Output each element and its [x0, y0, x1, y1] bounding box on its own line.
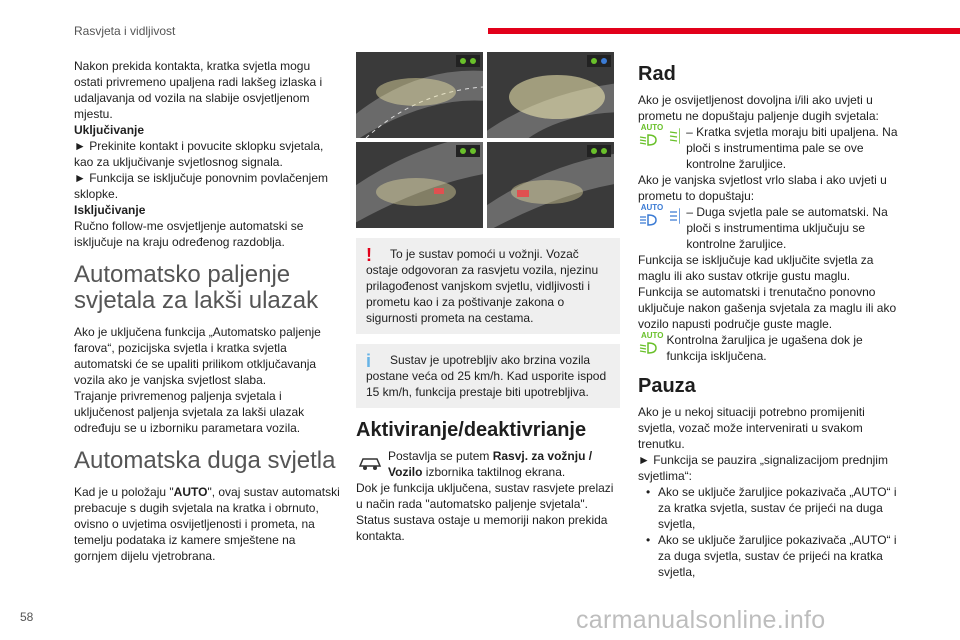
manual-follow-me: Ručno follow-me osvjetljenje automatski se isključuje na kraju određenog razdoblja.	[74, 219, 304, 249]
auto-high-beam-paragraph	[74, 484, 340, 564]
rad-paragraph-5: Kontrolna žaruljica je ugašena dok je funkcija isključena.	[666, 333, 863, 363]
illustration-grid	[356, 52, 620, 228]
on-instruction: ► Prekinite kontakt i povucite sklopku svjetala, kao za uključivanje svjetlosnog signala.	[74, 139, 324, 169]
subheading-on: Uključivanje	[74, 123, 145, 137]
warning-icon: !	[366, 245, 372, 265]
road-scene-2	[487, 52, 614, 138]
high-text-b: ", ovaj sustav automatski prebacuje s dugih svjetala na kratka i obrnuto, ovisno o uvjetima osvijetljenosti i prometa, na temelju podataka iz kamere smještene na gornjem dijelu vjetrobrana.	[74, 485, 340, 563]
rad-paragraph-3: Funkcija se isključuje kad uključite svjetla za maglu ili ako sustav otkrije gustu maglu.	[638, 253, 874, 283]
pause-bullet-2: • Ako se uključe žaruljice pokazivača „AUTO“ i za duga svjetla, sustav će prijeći na kratka svjetla,	[638, 532, 904, 580]
high-beam-icon	[638, 212, 666, 228]
info-box	[356, 344, 620, 408]
high-text-a: Kad je u položaju "	[74, 485, 174, 499]
rad-bullet-1: – Kratka svjetla moraju biti upaljena. Na ploči s instrumentima pale se ove kontrolne žaruljice.	[686, 125, 898, 171]
heading-auto-high-beam: Automatska duga svjetla	[74, 447, 336, 474]
road-scene-1	[356, 52, 483, 138]
column-1	[74, 58, 340, 564]
low-beam-icon-2	[666, 124, 680, 148]
high-beam-icon-2	[666, 204, 680, 228]
activate-paragraph-3: Status sustava ostaje u memoriji nakon prekida kontakta.	[356, 513, 608, 543]
rad-paragraph-1: Ako je osvijetljenost dovoljna i/ili ako uvjeti u prometu ne dopuštaju paljenje dugih svjetala:	[638, 93, 879, 123]
info-text: Sustav je upotrebljiv ako brzina vozila postane veća od 25 km/h. Kad usporite ispod 15 km/h, funkcija prestaje biti upotrebljiva.	[366, 353, 607, 399]
rad-row-2	[638, 204, 904, 252]
heading-rad: Rad	[638, 63, 676, 85]
subheading-off: Isključivanje	[74, 203, 146, 217]
auto-off-icon	[638, 332, 667, 360]
watermark: carmanualsonline.info	[576, 606, 826, 634]
activate-text-a: Postavlja se putem	[388, 449, 493, 463]
activate-text-b: izbornika taktilnog ekrana.	[422, 465, 566, 479]
illustration-road-1	[356, 52, 483, 138]
page-number: 58	[20, 610, 34, 624]
info-icon: i	[366, 351, 372, 371]
low-beam-icon	[638, 132, 666, 148]
warning-text: To je sustav pomoći u vožnji. Vozač ostaje odgovoran za rasvjetu vozila, njezinu prilagođenost vanjskom svjetlu, vidljivosti i prometu kao i za poštivanje zakona o sigurnosti prometa na cestama.	[366, 247, 599, 325]
activate-row	[356, 448, 620, 480]
rad-row-3	[638, 332, 904, 364]
road-scene-4	[487, 142, 614, 228]
road-scene-3	[356, 142, 483, 228]
section-header: Rasvjeta i vidljivost	[74, 24, 176, 38]
illustration-road-4	[487, 142, 614, 228]
auto-lowbeam-icon	[638, 124, 666, 152]
pause-paragraph-2: ► Funkcija se pauzira „signalizacijom prednjim svjetlima“:	[638, 453, 888, 483]
pause-paragraph-1: Ako je u nekoj situaciji potrebno promijeniti svjetla, vozač može intervenirati u svakom trenutku.	[638, 405, 865, 451]
pause-bullet-1: • Ako se uključe žaruljice pokazivača „AUTO“ i za kratka svjetla, sustav će prijeći na duga svjetla,	[638, 484, 904, 532]
heading-pause: Pauza	[638, 375, 696, 397]
rad-bullet-2: – Duga svjetla pale se automatski. Na ploči s instrumentima uključuju se kontrolne žaruljice.	[686, 205, 888, 251]
low-beam-icon-3	[638, 340, 666, 356]
off-instruction: ► Funkcija se isključuje ponovnim povlačenjem sklopke.	[74, 171, 328, 201]
high-text-auto: AUTO	[173, 485, 208, 499]
rad-paragraph-4: Funkcija se automatski i trenutačno ponovno uključuje nakon gašenja svjetala za maglu ili ako vozilo napusti područje guste magle.	[638, 285, 897, 331]
illustration-road-3	[356, 142, 483, 228]
activate-paragraph-2: Dok je funkcija uključena, sustav rasvjete prelazi u način rada "automatsko paljenje svjetala".	[356, 481, 614, 511]
activate-text	[388, 448, 620, 480]
paragraph-after-ignition: Nakon prekida kontakta, kratka svjetla mogu ostati privremeno upaljena radi lakšeg izlaska i udaljavanja od vozila na slabije osvjetljenom mjestu.	[74, 59, 323, 121]
auto-label: AUTO	[640, 123, 664, 132]
heading-auto-entry: Automatsko paljenje svjetala za lakši ulazak	[74, 261, 319, 314]
column-3	[638, 52, 904, 580]
column-2	[356, 52, 620, 544]
illustration-road-2	[487, 52, 614, 138]
red-accent-bar	[488, 28, 960, 34]
rad-paragraph-2: Ako je vanjska svjetlost vrlo slaba i ako uvjeti u prometu to dopuštaju:	[638, 173, 887, 203]
auto-label-2: AUTO	[640, 203, 664, 212]
auto-highbeam-icon	[638, 204, 666, 232]
auto-entry-paragraph-2: Trajanje privremenog paljenja svjetala i uključenost paljenja svjetala za lakši ulazak određuju se u izborniku parametara vozila.	[74, 389, 305, 435]
heading-activate: Aktiviranje/deaktivrianje	[356, 419, 587, 441]
activate-menu-path: Rasvj. za vožnju / Vozilo	[388, 449, 593, 479]
warning-box	[356, 238, 620, 334]
auto-label-3: AUTO	[641, 331, 664, 340]
rad-row-1	[638, 124, 904, 172]
auto-entry-paragraph: Ako je uključena funkcija „Automatsko paljenje farova“, pozicijska svjetla i kratka svjetla automatski će se upaliti prilikom otključavanja vozila ako je vanjska svjetlost slaba.	[74, 325, 321, 387]
car-icon	[356, 448, 384, 476]
